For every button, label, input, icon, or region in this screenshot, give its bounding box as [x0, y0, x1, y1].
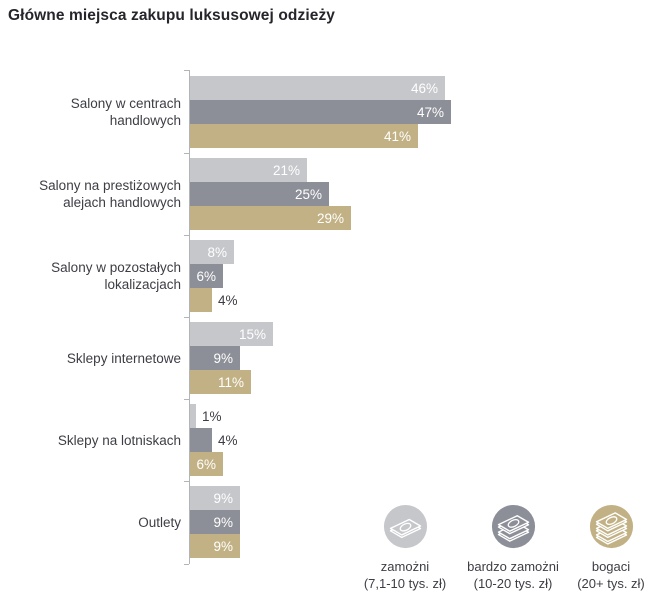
- bar-value-label: 9%: [213, 538, 233, 554]
- bar-value-label: 46%: [410, 80, 438, 96]
- y-axis-line: [189, 70, 190, 564]
- banknote-stack-2-icon: [491, 504, 536, 549]
- bar-segment: [190, 288, 238, 312]
- bar-group-bars: [190, 240, 650, 312]
- category-label: Salony na prestiżowych alejach handlowych: [39, 178, 181, 210]
- legend-item-name: bogaci: [591, 559, 631, 574]
- bar-group-bars: [190, 76, 650, 148]
- bar-group-bars: [190, 158, 650, 230]
- category-label: Sklepy na lotniskach: [57, 432, 181, 448]
- legend-item: [461, 504, 565, 592]
- axis-tick: [184, 481, 189, 482]
- bar-value-label: 21%: [272, 162, 300, 178]
- bar-value-label: 11%: [217, 374, 244, 390]
- bar-value-label: 8%: [207, 244, 227, 260]
- legend-item-name: zamożni: [380, 559, 430, 574]
- axis-tick: [184, 399, 189, 400]
- bar-segment: [190, 158, 307, 182]
- category-label: Sklepy internetowe: [66, 350, 181, 366]
- bar-value-label: 9%: [213, 350, 233, 366]
- category-label: Salony w pozostałych lokalizacjach: [51, 260, 181, 292]
- axis-tick: [184, 153, 189, 154]
- bar-segment: [190, 510, 240, 534]
- bar-value-label: 6%: [196, 456, 216, 472]
- bar-group: [0, 322, 655, 394]
- bar-value-label: 9%: [213, 490, 233, 506]
- bar-segment: [190, 100, 451, 124]
- bar-value-label: 4%: [218, 432, 238, 448]
- bar-segment: [190, 206, 351, 230]
- chart-title: Główne miejsca zakupu luksusowej odzieży: [8, 7, 336, 24]
- bar-value-label: 41%: [383, 128, 411, 144]
- banknote-single-icon: [383, 504, 428, 549]
- bar-segment: [190, 404, 222, 428]
- legend-item-name: bardzo zamożni: [467, 559, 559, 574]
- legend-item-range: (20+ tys. zł): [577, 575, 645, 591]
- legend-item-range: (10-20 tys. zł): [473, 575, 553, 591]
- bar-segment: [190, 346, 240, 370]
- bar-chart: [0, 76, 655, 568]
- bar-segment: [190, 76, 445, 100]
- axis-tick: [184, 70, 189, 71]
- bar-value-label: 1%: [202, 408, 222, 424]
- bar-group: [0, 240, 655, 312]
- banknote-stack-3-icon: [589, 504, 634, 549]
- bar-value-label: 4%: [218, 292, 238, 308]
- legend: [349, 504, 655, 592]
- category-label: Salony w centrach handlowych: [70, 96, 181, 128]
- axis-tick: [184, 235, 189, 236]
- legend-item: [565, 504, 655, 592]
- bar-value-label: 47%: [416, 104, 444, 120]
- bar-segment: [190, 452, 223, 476]
- bar-segment: [190, 124, 418, 148]
- bar-segment: [190, 370, 251, 394]
- bar-group-bars: [190, 404, 650, 476]
- bar-segment: [190, 534, 240, 558]
- bar-group: [0, 158, 655, 230]
- axis-tick: [184, 564, 189, 565]
- bar-value-label: 6%: [196, 268, 216, 284]
- bar-group-bars: [190, 322, 650, 394]
- bar-segment: [190, 428, 238, 452]
- bar-segment: [190, 264, 223, 288]
- bar-group: [0, 404, 655, 476]
- bar-value-label: 29%: [316, 210, 344, 226]
- axis-tick: [184, 317, 189, 318]
- legend-item: [349, 504, 461, 592]
- bar-value-label: 25%: [294, 186, 322, 202]
- bar-value-label: 9%: [213, 514, 233, 530]
- bar-segment: [190, 240, 234, 264]
- bar-value-label: 15%: [238, 326, 266, 342]
- category-label: Outlety: [138, 514, 181, 530]
- bar-group: [0, 76, 655, 148]
- bar-segment: [190, 486, 240, 510]
- bar-segment: [190, 182, 329, 206]
- legend-item-range: (7,1-10 tys. zł): [363, 575, 447, 591]
- bar-segment: [190, 322, 273, 346]
